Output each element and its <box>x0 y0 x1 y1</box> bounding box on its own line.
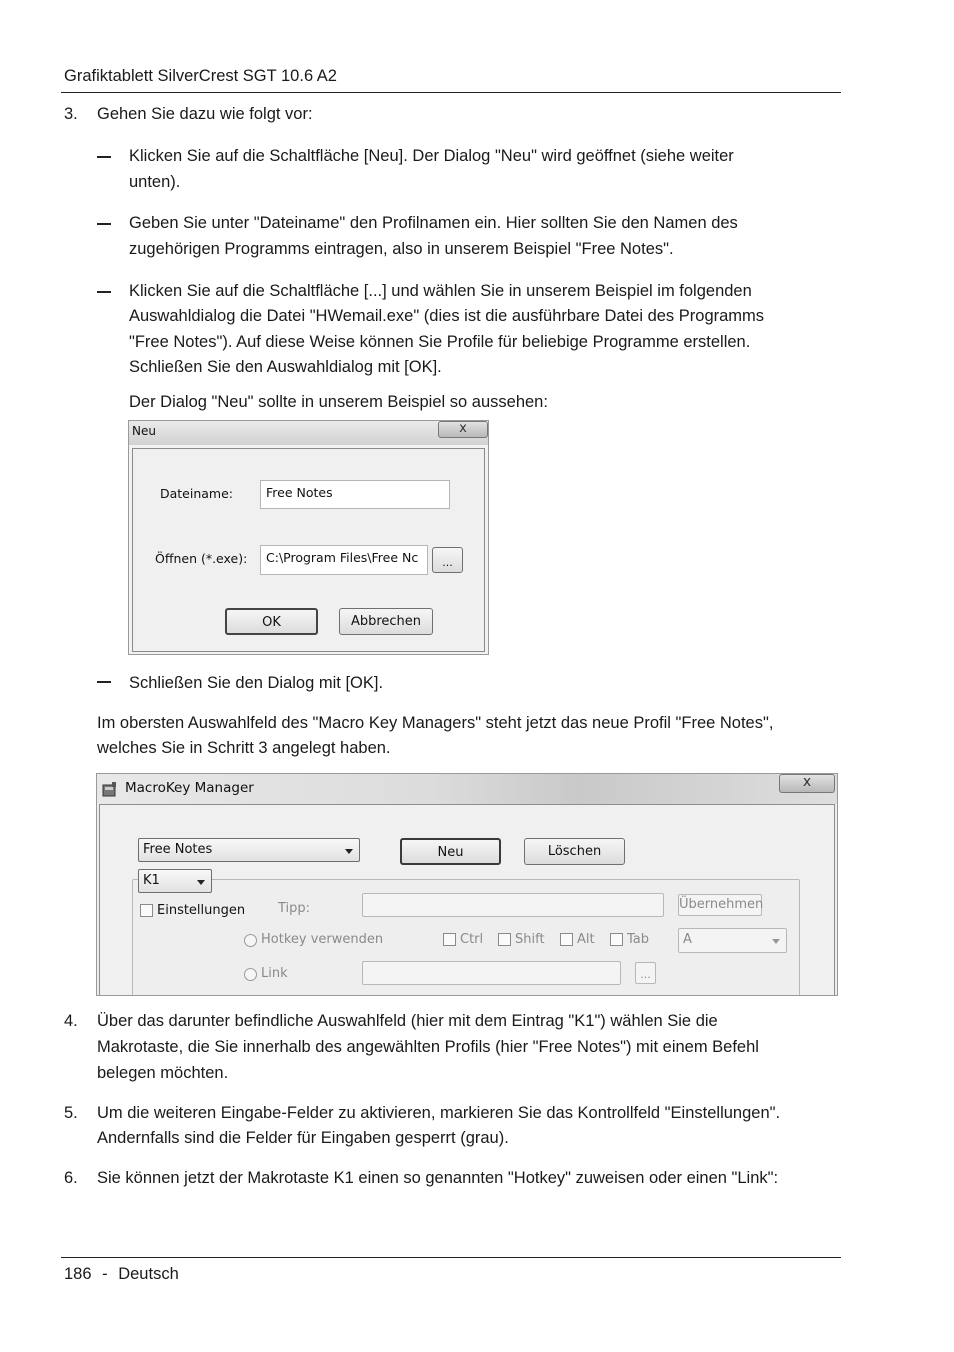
step-5-number: 5. <box>64 1104 78 1122</box>
key-select[interactable] <box>138 869 212 893</box>
shift-checkbox[interactable] <box>498 933 511 946</box>
dialog-caption: Der Dialog "Neu" sollte in unserem Beispiel so aussehen: <box>129 393 548 411</box>
open-exe-input[interactable]: C:\Program Files\Free Nc <box>260 545 428 575</box>
close-icon[interactable]: x <box>779 774 835 793</box>
dialog-title: Neu <box>132 424 156 438</box>
bullet-dash <box>97 156 111 158</box>
para-line-2: welches Sie in Schritt 3 angelegt haben. <box>97 739 391 757</box>
browse-button[interactable]: ... <box>432 547 463 573</box>
step-4-line-1: Über das darunter befindliche Auswahlfeld (hier mit dem Eintrag "K1") wählen Sie die <box>97 1012 718 1030</box>
alt-label: Alt <box>577 932 595 947</box>
bullet-dash <box>97 681 111 683</box>
settings-checkbox[interactable] <box>140 904 153 917</box>
page-footer <box>64 1262 179 1288</box>
step-6-number: 6. <box>64 1169 78 1187</box>
new-profile-button[interactable]: Neu <box>400 838 501 865</box>
bullet-3-line-1: Klicken Sie auf die Schaltfläche [...] und wählen Sie in unserem Beispiel im folgenden <box>129 282 752 300</box>
window-title: MacroKey Manager <box>125 780 254 796</box>
delete-profile-button[interactable]: Löschen <box>524 838 625 865</box>
chevron-down-icon <box>197 880 205 885</box>
chevron-down-icon <box>345 849 353 854</box>
bullet-dash <box>97 223 111 225</box>
dialog-titlebar <box>129 421 488 445</box>
window-body <box>99 804 835 995</box>
bullet-dash <box>97 291 111 293</box>
bullet-3-line-2: Auswahldialog die Datei "HWemail.exe" (dies ist die ausführbare Datei des Programms <box>129 307 765 325</box>
filename-input[interactable]: Free Notes <box>260 480 450 509</box>
step-4-number: 4. <box>64 1012 78 1030</box>
link-browse-button[interactable]: ... <box>635 962 656 984</box>
link-label: Link <box>261 966 288 981</box>
step-3-number: 3. <box>64 105 78 123</box>
para-line-1: Im obersten Auswahlfeld des "Macro Key Managers" steht jetzt das neue Profil "Free Notes", <box>97 714 774 732</box>
close-icon[interactable]: x <box>438 421 488 438</box>
hotkey-key-value: A <box>683 932 692 947</box>
header-rule <box>61 92 841 93</box>
dialog-body <box>132 448 485 652</box>
link-input[interactable] <box>362 961 621 985</box>
bullet-1-line-1: Klicken Sie auf die Schaltfläche [Neu]. Der Dialog "Neu" wird geöffnet (siehe weiter <box>129 147 734 165</box>
step-4-line-3: belegen möchten. <box>97 1064 229 1082</box>
footer-language: Deutsch <box>118 1265 179 1283</box>
open-exe-label: Öffnen (*.exe): <box>155 551 248 566</box>
close-dialog-bullet: Schließen Sie den Dialog mit [OK]. <box>129 674 384 692</box>
step-5-line-2: Andernfalls sind die Felder für Eingaben gesperrt (grau). <box>97 1129 509 1147</box>
tab-label: Tab <box>627 932 650 947</box>
app-icon <box>102 781 118 797</box>
alt-checkbox[interactable] <box>560 933 573 946</box>
tab-checkbox[interactable] <box>610 933 623 946</box>
bullet-3-line-4: Schließen Sie den Auswahldialog mit [OK]. <box>129 358 442 376</box>
link-radio[interactable] <box>244 968 257 981</box>
hotkey-label: Hotkey verwenden <box>261 932 384 947</box>
shift-label: Shift <box>515 932 545 947</box>
step-4-line-2: Makrotaste, die Sie innerhalb des angewählten Profils (hier "Free Notes") mit einem Befehl <box>97 1038 759 1056</box>
step-5-line-1: Um die weiteren Eingabe-Felder zu aktivieren, markieren Sie das Kontrollfeld "Einstellungen". <box>97 1104 781 1122</box>
ok-button[interactable]: OK <box>225 608 318 635</box>
ctrl-checkbox[interactable] <box>443 933 456 946</box>
macrokey-manager-screenshot <box>96 773 838 996</box>
bullet-2-line-1: Geben Sie unter "Dateiname" den Profilnamen ein. Hier sollten Sie den Namen des <box>129 214 738 232</box>
bullet-1-line-2: unten). <box>129 173 181 191</box>
footer-separator: - <box>102 1265 108 1283</box>
cancel-button[interactable]: Abbrechen <box>339 608 433 635</box>
filename-label: Dateiname: <box>160 486 234 501</box>
hotkey-key-select[interactable] <box>678 928 787 953</box>
chevron-down-icon <box>772 939 780 944</box>
tip-label: Tipp: <box>278 901 311 916</box>
tip-input[interactable] <box>362 893 664 917</box>
ctrl-label: Ctrl <box>460 932 484 947</box>
footer-rule <box>61 1257 841 1258</box>
hotkey-radio[interactable] <box>244 934 257 947</box>
step-6-line-1: Sie können jetzt der Makrotaste K1 einen so genannten "Hotkey" zuweisen oder einen "Link": <box>97 1169 779 1187</box>
bullet-2-line-2: zugehörigen Programms eintragen, also in unserem Beispiel "Free Notes". <box>129 240 674 258</box>
bullet-3-line-3: "Free Notes"). Auf diese Weise können Sie Profile für beliebige Programme erstellen. <box>129 333 751 351</box>
window-titlebar <box>97 774 837 804</box>
profile-select-value: Free Notes <box>143 842 213 857</box>
dialog-neu-screenshot <box>128 420 489 655</box>
apply-button[interactable]: Übernehmen <box>678 894 762 916</box>
page-number: 186 <box>64 1265 92 1283</box>
key-select-value: K1 <box>143 873 160 888</box>
running-header: Grafiktablett SilverCrest SGT 10.6 A2 <box>64 67 337 85</box>
settings-label: Einstellungen <box>157 903 246 918</box>
step-3-intro: Gehen Sie dazu wie folgt vor: <box>97 105 313 123</box>
profile-select[interactable] <box>138 838 360 862</box>
